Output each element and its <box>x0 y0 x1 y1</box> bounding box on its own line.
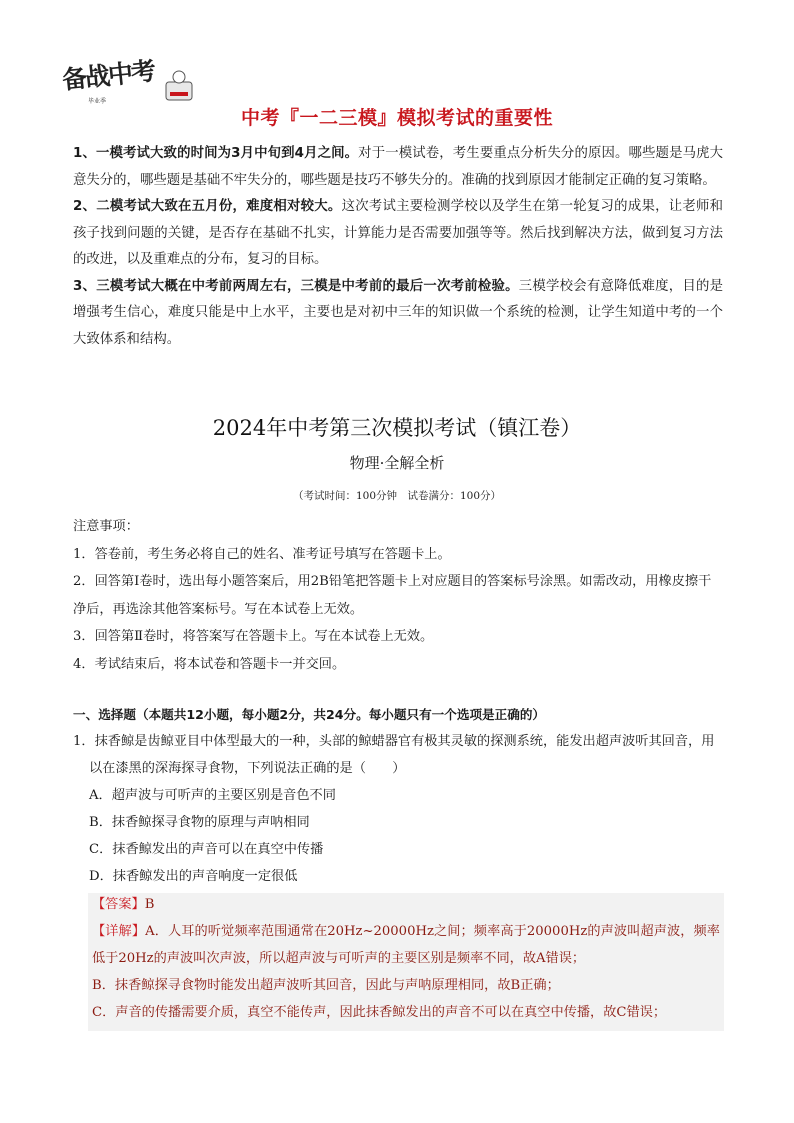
logo-text: 备战中考 <box>60 56 156 95</box>
answer-value: B <box>144 897 155 912</box>
note-item-1: 1．答卷前，考生务必将自己的姓名、准考证号填写在答题卡上。 <box>73 546 451 562</box>
option-c: C．抹香鲸发出的声音可以在真空中传播 <box>89 842 324 857</box>
intro-text-1: 对于一模试卷，考生要重点分析失分的原因。哪些题是马虎大意失分的，哪些题是基础不牢失分的，哪些题是技巧不够失分的。准确的找到原因才能制定正确的复习策略。 <box>73 146 724 188</box>
intro-section <box>73 141 723 353</box>
intro-bold-3: 3、三模考试大概在中考前两周左右，三模是中考前的最后一次考前检验。 <box>73 278 519 294</box>
logo-subtext: 毕业季 <box>88 98 107 105</box>
answer-tag: 【答案】 <box>92 897 145 912</box>
intro-bold-2: 2、二模考试大致在五月份，难度相对较大。 <box>73 199 342 214</box>
section-heading: 一、选择题（本题共12小题，每小题2分，共24分。每小题只有一个选项是正确的） <box>73 707 546 722</box>
exam-subtitle: 物理·全解全析 <box>349 454 445 472</box>
detail-line-3: C．声音的传播需要介质，真空不能传声，因此抹香鲸发出的声音不可以在真空中传播，故C错误； <box>92 1005 667 1020</box>
detail-tag: 【详解】 <box>92 924 146 939</box>
option-a: A．超声波与可听声的主要区别是音色不同 <box>89 788 336 803</box>
exam-time: （考试时间：100分钟 试卷满分：100分） <box>292 490 502 502</box>
intro-paragraph-1 <box>73 141 723 194</box>
headline: 中考『一二三模』模拟考试的重要性 <box>240 107 553 129</box>
answer-line <box>92 891 720 918</box>
answer-block <box>92 891 720 1026</box>
note-item-2: 2．回答第Ⅰ卷时，选出每小题答案后，用2B铅笔把答题卡上对应题目的答案标号涂黑。如需改动，用橡皮擦干净后，再选涂其他答案标号。写在本试卷上无效。 <box>73 574 712 617</box>
exam-title: 2024年中考第三次模拟考试（镇江卷） <box>212 416 582 440</box>
intro-paragraph-3 <box>73 274 723 354</box>
detail-line-1 <box>92 918 720 972</box>
detail-text-1: A．人耳的听觉频率范围通常在20Hz~20000Hz之间；频率高于20000Hz的声波叫超声波，频率低于20Hz的声波叫次声波，所以超声波与可听声的主要区别是频率不同，故A错误； <box>92 924 720 966</box>
option-b: B．抹香鲸探寻食物的原理与声呐相同 <box>89 815 310 830</box>
intro-paragraph-2 <box>73 194 723 274</box>
note-item-4: 4．考试结束后，将本试卷和答题卡一并交回。 <box>73 656 346 672</box>
detail-line-2: B．抹香鲸探寻食物时能发出超声波听其回音，因此与声呐原理相同，故B正确； <box>92 978 560 993</box>
intro-text-3: 三模学校会有意降低难度，目的是增强考生信心，难度只能是中上水平，主要也是对初中三年的知识做一个系统的检测，让学生知道中考的一个大致体系和结构。 <box>73 278 723 347</box>
notes-section <box>73 513 723 678</box>
notes-heading: 注意事项： <box>73 519 139 534</box>
intro-bold-1: 1、一模考试大致的时间为3月中旬到4月之间。 <box>73 146 359 161</box>
question-stem: 1．抹香鲸是齿鲸亚目中体型最大的一种，头部的鲸蜡器官有极其灵敏的探测系统，能发出超声波听其回音，用以在漆黑的深海探寻食物，下列说法正确的是（ ） <box>73 734 715 776</box>
option-d: D．抹香鲸发出的声音响度一定很低 <box>89 869 298 884</box>
question-1 <box>73 728 723 890</box>
note-item-3: 3．回答第Ⅱ卷时，将答案写在答题卡上。写在本试卷上无效。 <box>73 629 434 644</box>
intro-text-2: 这次考试主要检测学校以及学生在第一轮复习的成果，让老师和孩子找到问题的关键，是否存在基础不扎实，计算能力是否需要加强等等。然后找到解决方法，做到复习方法的改进，以及重难点的分布，复习的目标。 <box>73 199 723 267</box>
